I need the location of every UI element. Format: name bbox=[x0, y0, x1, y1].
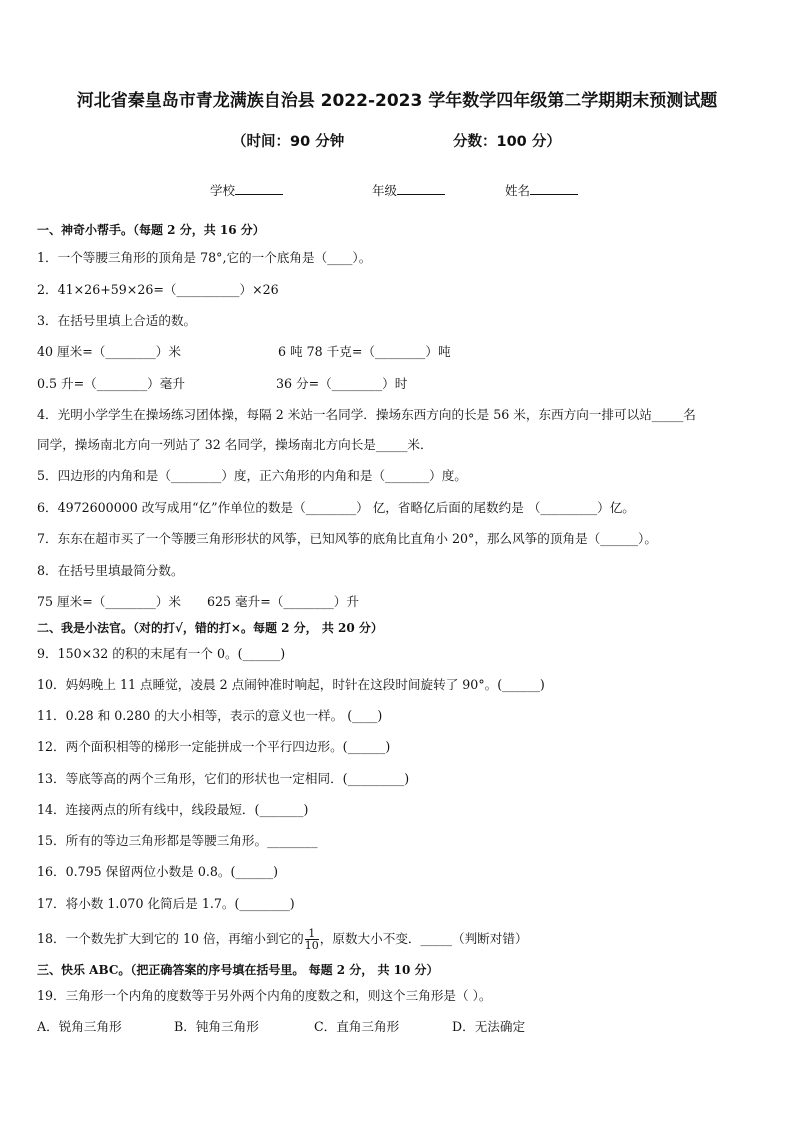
question-16: 16．0.795 保留两位小数是 0.8。(______) bbox=[37, 864, 279, 879]
question-10: 10．妈妈晚上 11 点睡觉，凌晨 2 点闹钟准时响起，时针在这段时间旋转了 90°。(______) bbox=[37, 677, 545, 692]
question-11: 11．0.28 和 0.280 的大小相等，表示的意义也一样。 (____) bbox=[37, 708, 383, 723]
grade-field: 年级 bbox=[372, 181, 445, 199]
question-13: 13．等底等高的两个三角形，它们的形状也一定相同．(_________) bbox=[37, 771, 410, 786]
fraction-one-tenth: $\frac{1}{10}$ bbox=[304, 927, 319, 952]
section-1-heading: 一、神奇小帮手。（每题 2 分，共 16 分） bbox=[37, 223, 265, 237]
page-title: 河北省秦皇岛市青龙满族自治县 2022-2023 学年数学四年级第二学期期末预测试题 bbox=[76, 91, 718, 111]
question-8: 8．在括号里填最简分数。 bbox=[37, 563, 184, 578]
school-field: 学校 bbox=[210, 181, 283, 199]
question-12: 12．两个面积相等的梯形一定能拼成一个平行四边形。(______) bbox=[37, 739, 391, 754]
question-15: 15．所有的等边三角形都是等腰三角形。________ bbox=[37, 833, 318, 848]
option-a: A．锐角三角形 bbox=[37, 1019, 122, 1034]
question-4-line1: 4．光明小学学生在操场练习团体操，每隔 2 米站一名同学．操场东西方向的长是 56 米，东西方向一排可以站_____名 bbox=[37, 407, 696, 422]
option-d: D．无法确定 bbox=[452, 1019, 526, 1034]
question-8b: 625 毫升=（________）升 bbox=[207, 594, 359, 609]
question-4-line2: 同学，操场南北方向一列站了 32 名同学，操场南北方向长是_____米． bbox=[37, 437, 433, 452]
question-1: 1．一个等腰三角形的顶角是 78°,它的一个底角是（____）。 bbox=[37, 250, 372, 265]
question-9: 9．150×32 的积的末尾有一个 0。(______) bbox=[37, 646, 286, 661]
question-19: 19．三角形一个内角的度数等于另外两个内角的度数之和，则这个三角形是（ ）。 bbox=[37, 988, 492, 1003]
question-18: 18．一个数先扩大到它的 10 倍，再缩小到它的 $\frac{1}{10}$ ，原数大小不变．_____（判断对错） bbox=[37, 927, 528, 952]
question-2: 2．41×26+59×26=（__________）×26 bbox=[37, 282, 279, 297]
question-17: 17．将小数 1.070 化简后是 1.7。(________) bbox=[37, 896, 295, 911]
question-3c: 0.5 升=（________）毫升 bbox=[37, 376, 185, 391]
exam-score: 分数：100 分） bbox=[453, 134, 561, 150]
section-3-heading: 三、快乐 ABC。（把正确答案的序号填在括号里。 每题 2 分， 共 10 分） bbox=[37, 963, 439, 977]
question-5: 5．四边形的内角和是（________）度，正六角形的内角和是（_______）度。 bbox=[37, 468, 467, 483]
option-b: B．钝角三角形 bbox=[174, 1019, 259, 1034]
option-c: C．直角三角形 bbox=[314, 1019, 400, 1034]
question-7: 7．东东在超市买了一个等腰三角形形状的风筝，已知风筝的底角比直角小 20°，那么风筝的顶角是（______）。 bbox=[37, 531, 657, 546]
question-8a: 75 厘米=（________）米 bbox=[37, 594, 181, 609]
question-3b: 6 吨 78 千克=（________）吨 bbox=[278, 344, 451, 359]
name-field: 姓名 bbox=[505, 181, 578, 199]
question-3: 3．在括号里填上合适的数。 bbox=[37, 313, 197, 328]
question-6: 6．4972600000 改写成用“亿”作单位的数是（________） 亿，省略亿后面的尾数约是 （_________）亿。 bbox=[37, 500, 635, 515]
section-2-heading: 二、我是小法官。（对的打√，错的打×。每题 2 分， 共 20 分） bbox=[37, 621, 383, 635]
question-3d: 36 分=（________）时 bbox=[276, 376, 408, 391]
question-14: 14．连接两点的所有线中，线段最短．(_______) bbox=[37, 802, 309, 817]
question-3a: 40 厘米=（________）米 bbox=[37, 344, 181, 359]
exam-time: （时间：90 分钟 bbox=[232, 134, 345, 150]
